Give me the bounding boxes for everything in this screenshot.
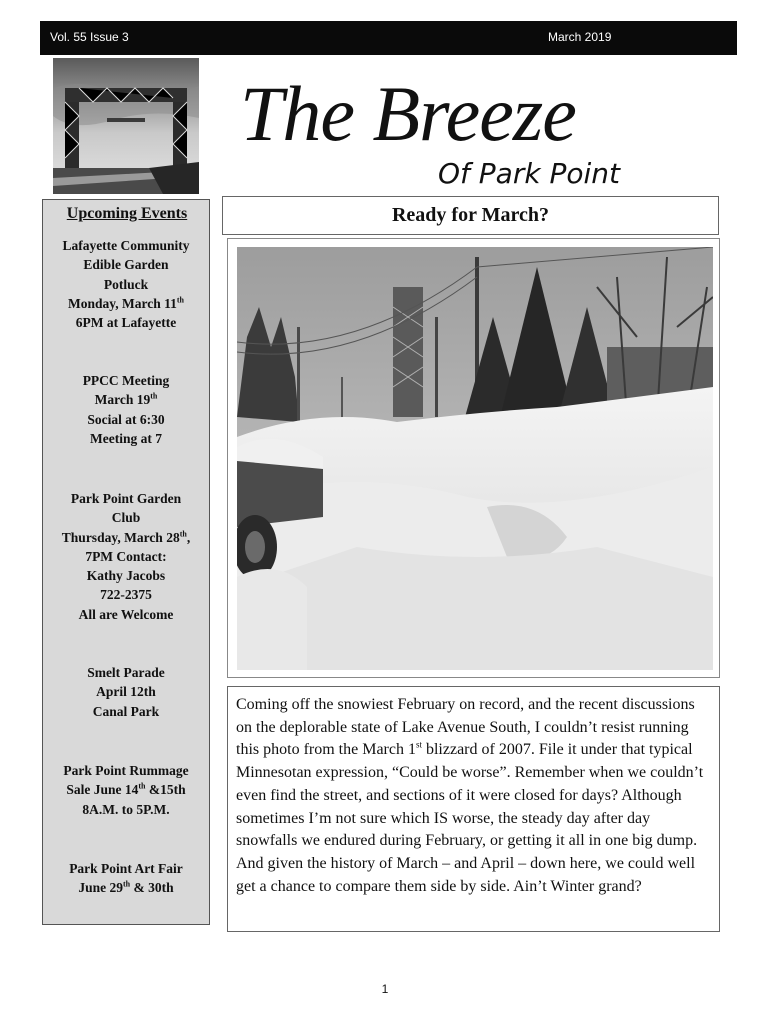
article-text: blizzard of 2007. File it under that typical Minnesotan expression, “Could be worse”. Remember when we couldn’t even find the street, and sections of it were closed for days? Although sometimes I’m not sure which IS worse, the steady day after day snowfalls we endured during February, or getting it all in one big dump. And given the history of March – and April – down here, we could well get a chance to compare them side by side. Ain’t Winter grand? (236, 741, 704, 895)
event-line: 722-2375 (100, 587, 152, 603)
event-garden-club (47, 489, 205, 624)
newsletter-subtitle: Of Park Point (438, 157, 620, 190)
event-line: Lafayette Community (62, 238, 190, 253)
event-line: All are Welcome (78, 606, 174, 622)
article-body (227, 686, 720, 932)
event-line: Park Point Rummage (63, 763, 189, 778)
issue-date: March 2019 (548, 30, 612, 44)
event-line: April 12th (96, 684, 156, 700)
upcoming-events-sidebar (42, 199, 210, 925)
event-art-fair (47, 859, 205, 898)
newsletter-title: The Breeze (240, 70, 576, 157)
lift-bridge-photo (53, 58, 199, 194)
article-text-sup: st (415, 740, 422, 751)
event-line: Potluck (103, 276, 149, 292)
event-date: June 29th & 30th (78, 879, 174, 896)
issue-label: Vol. 55 Issue 3 (50, 30, 129, 44)
event-line: Park Point Garden (70, 491, 182, 506)
event-smelt-parade (47, 663, 205, 721)
event-date: March 19th (94, 391, 158, 408)
event-date: Monday, March 11th (67, 295, 184, 311)
article-text: Coming off the snowiest February on record, and the recent discussions on the deplorable state of Lake Avenue South, I couldn’t resist running this photo from the March 1 (236, 696, 695, 759)
event-line: PPCC Meeting (82, 373, 170, 388)
blizzard-photo (237, 247, 713, 670)
event-line: Edible Garden (83, 257, 169, 273)
event-line: Social at 6:30 (87, 411, 165, 427)
page-number: 1 (381, 982, 389, 996)
event-rummage-sale (47, 761, 205, 819)
event-line: Park Point Art Fair (69, 861, 183, 876)
issue-header-bar (40, 21, 737, 55)
event-line: Canal Park (92, 703, 160, 719)
event-line: Club (111, 510, 141, 526)
event-ppcc-meeting (47, 371, 205, 448)
article-headline: Ready for March? (222, 196, 719, 235)
event-line: 7PM Contact: (85, 548, 167, 564)
event-garden-potluck (47, 236, 205, 332)
sidebar-title: Upcoming Events (66, 205, 188, 222)
event-line: Meeting at 7 (90, 430, 162, 446)
event-line: Kathy Jacobs (86, 568, 166, 584)
event-date: Thursday, March 28th, (61, 529, 191, 545)
event-line: 6PM at Lafayette (75, 315, 177, 331)
event-line: 8A.M. to 5P.M. (82, 801, 170, 817)
event-line: Smelt Parade (87, 665, 165, 680)
blizzard-photo-frame (227, 238, 720, 678)
event-date: Sale June 14th &15th (66, 781, 186, 798)
